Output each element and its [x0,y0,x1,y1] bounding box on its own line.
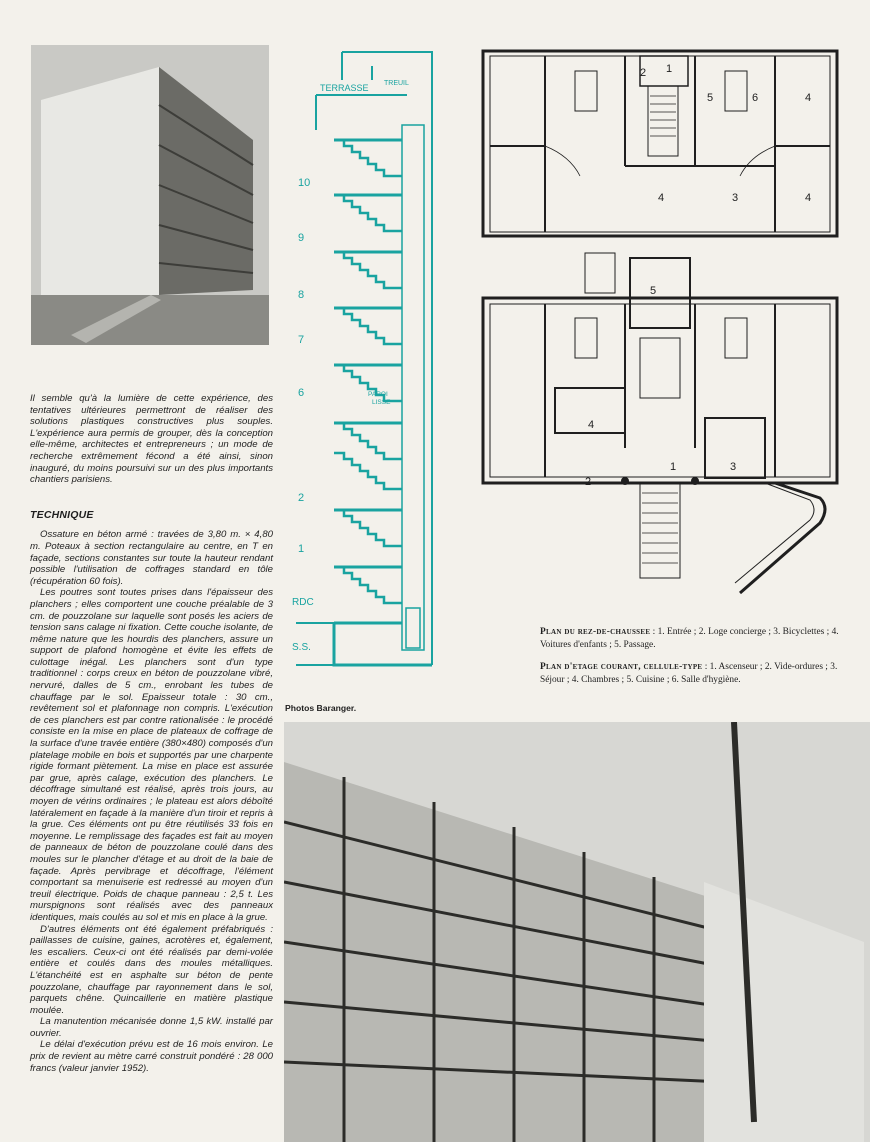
floor-label: 9 [298,232,305,244]
plan-room-label: 6 [752,92,759,104]
building-photo [31,45,269,345]
section-label-paroi: PAROI [368,391,388,398]
plan-room-label: 5 [707,92,714,104]
plan-room-label: 4 [805,192,812,204]
photo-credit: Photos Baranger. [285,703,357,713]
article-text [30,393,273,1074]
caption-body: : 1. Entrée ; 2. Loge concierge ; 3. Bicyclettes ; 4. Voitures d'enfants ; 5. Passage. [540,627,839,650]
section-label-treuil: TREUIL [384,80,409,87]
floor-label: 1 [298,543,305,555]
body-paragraph: La manutention mécanisée donne 1,5 kW. installé par ouvrier. [30,1016,273,1039]
plan-room-label: 1 [670,461,677,473]
floor-label: 8 [298,289,305,301]
body-paragraph: Ossature en béton armé : travées de 3,80 m. × 4,80 m. Poteaux à section rectangulaire au centre, en T en façade, sections constantes sur toute la hauteur rendant possible l'utilisation de coffrages standard en tôle (récupération 60 fois). [30,529,273,587]
plan-room-label: 2 [640,67,647,79]
construction-site-photo [284,722,870,1142]
plan-room-label: 4 [805,92,812,104]
plan-room-label: 1 [666,63,673,75]
section-heading: TECHNIQUE [30,508,94,521]
floor-label: 6 [298,387,305,399]
plan-room-label: 2 [585,476,592,488]
floor-plan-ground [480,248,840,603]
floor-plan-typical [480,46,840,241]
floor-label: 2 [298,492,305,504]
body-paragraph: Le délai d'exécution prévu est de 16 mois environ. Le prix de revient au mètre carré construit pondéré : 28 000 francs (valeur janvier 1952). [30,1039,273,1074]
floor-label: 10 [298,177,311,189]
floor-label: 7 [298,334,305,346]
plan-room-label: 5 [650,285,657,297]
building-photo-image [31,45,269,345]
caption-typical-floor [540,661,840,686]
body-paragraph: Les poutres sont toutes prises dans l'épaisseur des planchers ; elles comportent une couche préalable de 3 cm. de pouzzolane sur laquelle sont posés les aciers de tension sans calage ni fixation. Cette couche isolante, de même nature que les hourdis des planchers, assure un support de plafond homogène et évite les effets de culottage inégal. Les planchers sont d'un type traditionnel : corps creux en béton de pouzzolane vibré, nervuré, dalles de 5 cm., enrobant les tubes de chauffage par le sol. Epaisseur totale : 30 cm., revêtement sol et plafonnage non compris. L'exécution de ces planchers est par contre rationalisée : le procédé consiste en la mise en place de plateaux de coffrage de la surface d'une travée entière (380×480) composés d'un platelage mobile en bois et supportés par une charpente rigide formant piètement. La mise en place est assurée par grue, après calage, exécution des planchers. Le décoffrage simultané est réalisé, après trois jours, au moyen de vérins ordinaires ; le plateau est alors déboîté latéralement en façade à la manière d'un tiroir et repris à la grue. Ces éléments ont pu être réutilisés 33 fois en moyenne. Le remplissage des façades est fait au moyen de panneaux de béton de pouzzolane coulé dans des moules sur le plancher d'étage et au droit de la baie de façade. Après pervibrage et décoffrage, l'élément comportant sa menuiserie est redressé au moyen d'un treuil électrique. Poids de chaque panneau : 2,5 t. Les murspignons sont réalisés avec des panneaux identiques, mais coulés au sol et mis en place à la grue. [30,587,273,923]
building-section-drawing [282,40,462,685]
plan-room-label: 3 [732,192,739,204]
caption-body: : 1. Ascenseur ; 2. Vide-ordures ; 3. Séjour ; 4. Chambres ; 5. Cuisine ; 6. Salle d'hygiène. [540,662,838,685]
body-paragraph: D'autres éléments ont été également préfabriqués : paillasses de cuisine, gaines, acrotères et, également, les escaliers. Ceux-ci ont été réalisés par demi-volée entière et coulés dans des moules métalliques. L'étanchéité est en asphalte sur béton de pente pouzzolane, chauffage par rayonnement dans le sol, parquets chêne. Quincaillerie en matière plastique moulée. [30,923,273,1016]
caption-heading: Plan du rez-de-chaussee [540,627,651,637]
section-label-lisse: LISSE [372,399,391,406]
intro-paragraph: Il semble qu'à la lumière de cette expérience, des tentatives ultérieures permettront de réaliser des solutions plastiques constructives plus souples. L'expérience aura permis de grouper, dès la conception elle-même, architectes et entrepreneurs ; un mode de recherche extrêmement fécond a été ainsi, sinon inauguré, du moins poursuivi sur un des plus importants chantiers parisiens. [30,393,273,486]
caption-heading: Plan d'etage courant, cellule-type [540,662,703,673]
floor-label-ss: S.S. [292,642,311,653]
plan-room-label: 4 [658,192,665,204]
floor-label-rdc: RDC [292,597,314,608]
section-label-terrasse: TERRASSE [320,83,369,93]
construction-site-image [284,722,870,1142]
plan-captions [540,626,840,696]
plan-room-label: 4 [588,419,595,431]
plan-room-label: 3 [730,461,737,473]
caption-ground-floor [540,626,840,651]
